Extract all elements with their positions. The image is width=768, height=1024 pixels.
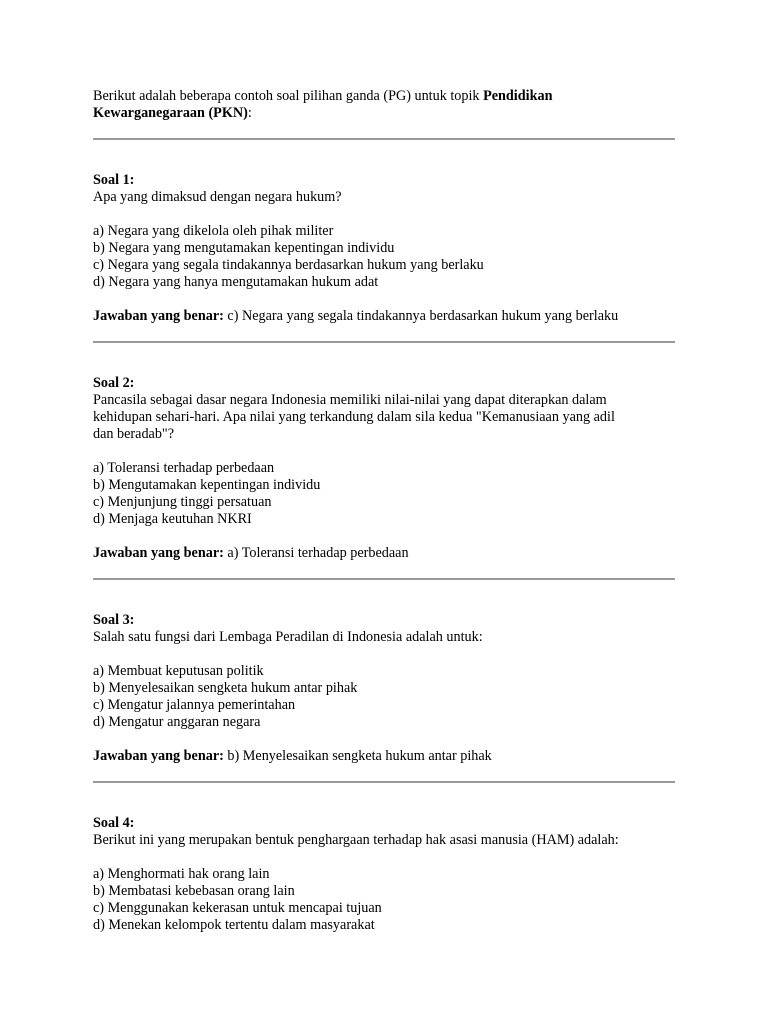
question-text: Apa yang dimaksud dengan negara hukum? — [93, 189, 342, 205]
answer-text: b) Menyelesaikan sengketa hukum antar pihak — [223, 748, 492, 764]
option-a: a) Toleransi terhadap perbedaan — [93, 460, 275, 476]
options-list — [93, 866, 676, 934]
answer-label: Jawaban yang benar: — [93, 748, 224, 764]
answer-line — [93, 545, 676, 562]
document-page — [93, 88, 676, 934]
question-label: Soal 1: — [93, 172, 135, 188]
question-3 — [93, 612, 676, 765]
question-label: Soal 3: — [93, 612, 135, 628]
option-d: d) Negara yang hanya mengutamakan hukum adat — [93, 274, 379, 290]
question-text: Berikut ini yang merupakan bentuk penghargaan terhadap hak asasi manusia (HAM) adalah: — [93, 832, 619, 848]
options-list — [93, 223, 676, 291]
option-c: c) Negara yang segala tindakannya berdasarkan hukum yang berlaku — [93, 257, 484, 273]
intro-topic-bold-a: Pendidikan — [483, 88, 553, 104]
answer-line — [93, 748, 676, 765]
question-text-line-3: dan beradab"? — [93, 426, 175, 442]
question-4 — [93, 815, 676, 934]
option-b: b) Mengutamakan kepentingan individu — [93, 477, 321, 493]
question-text: Salah satu fungsi dari Lembaga Peradilan di Indonesia adalah untuk: — [93, 629, 483, 645]
question-label: Soal 4: — [93, 815, 135, 831]
answer-label: Jawaban yang benar: — [93, 308, 224, 324]
option-c: c) Menjunjung tinggi persatuan — [93, 494, 272, 510]
question-2 — [93, 375, 676, 562]
answer-line — [93, 308, 676, 325]
options-list — [93, 460, 676, 528]
question-text-line-1: Pancasila sebagai dasar negara Indonesia memiliki nilai-nilai yang dapat diterapkan dalam — [93, 392, 607, 408]
intro-suffix: : — [247, 105, 252, 121]
answer-text: a) Toleransi terhadap perbedaan — [223, 545, 409, 561]
intro-paragraph — [93, 88, 676, 122]
option-b: b) Negara yang mengutamakan kepentingan individu — [93, 240, 395, 256]
option-d: d) Mengatur anggaran negara — [93, 714, 261, 730]
option-c: c) Menggunakan kekerasan untuk mencapai tujuan — [93, 900, 382, 916]
intro-text: Berikut adalah beberapa contoh soal pilihan ganda (PG) untuk topik — [93, 88, 484, 104]
option-d: d) Menekan kelompok tertentu dalam masyarakat — [93, 917, 375, 933]
question-text-line-2: kehidupan sehari-hari. Apa nilai yang terkandung dalam sila kedua "Kemanusiaan yang adil — [93, 409, 615, 425]
answer-label: Jawaban yang benar: — [93, 545, 224, 561]
option-b: b) Membatasi kebebasan orang lain — [93, 883, 295, 899]
options-list — [93, 663, 676, 731]
question-label: Soal 2: — [93, 375, 135, 391]
answer-text: c) Negara yang segala tindakannya berdasarkan hukum yang berlaku — [223, 308, 619, 324]
option-a: a) Membuat keputusan politik — [93, 663, 264, 679]
option-c: c) Mengatur jalannya pemerintahan — [93, 697, 296, 713]
option-a: a) Menghormati hak orang lain — [93, 866, 270, 882]
option-a: a) Negara yang dikelola oleh pihak militer — [93, 223, 334, 239]
intro-topic-bold-b: Kewarganegaraan (PKN) — [93, 105, 248, 121]
question-1 — [93, 172, 676, 325]
option-b: b) Menyelesaikan sengketa hukum antar pihak — [93, 680, 358, 696]
option-d: d) Menjaga keutuhan NKRI — [93, 511, 252, 527]
